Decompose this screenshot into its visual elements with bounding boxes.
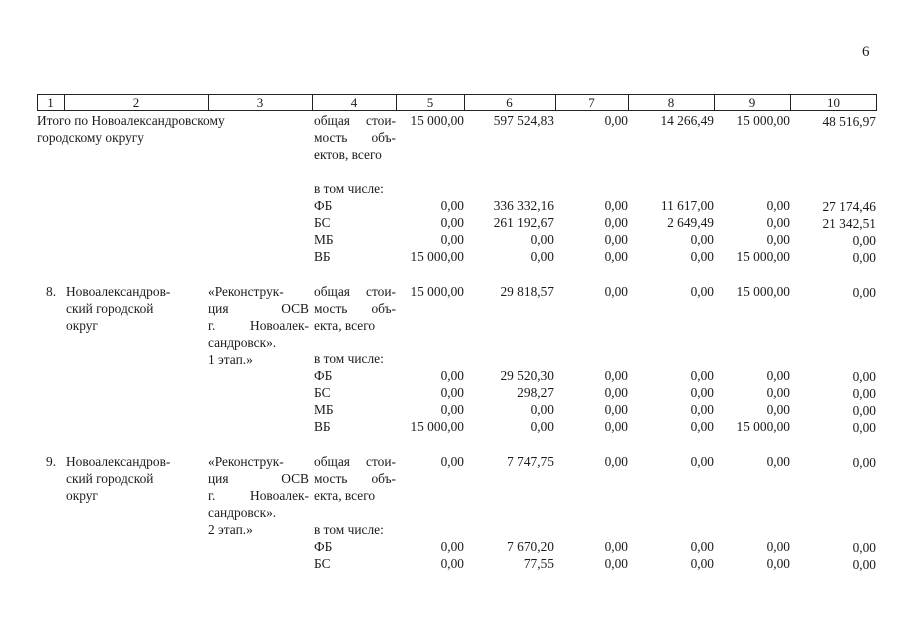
column-header-9: 9 [748,95,756,110]
total-mb-col5: 0,00 [440,232,464,247]
row-description: екта, всего [314,488,376,503]
column-header-8: 8 [667,95,675,110]
municipality-name: округ [66,488,98,503]
row-number: 8. [46,284,57,299]
total-vb-col7: 0,00 [604,249,628,264]
row8-mb-col5: 0,00 [440,402,464,417]
row8-value-col6: 29 818,57 [500,284,554,299]
row-description: мость объ- [314,471,396,486]
row9-bs-col10: 0,00 [852,557,876,572]
object-name: ция ОСВ [208,301,309,316]
total-vb-col6: 0,00 [530,249,554,264]
row8-fb-col5: 0,00 [440,368,464,383]
total-value-col5: 15 000,00 [410,113,464,128]
total-bs-col6: 261 192,67 [493,215,554,230]
funding-source-label: ФБ [314,539,333,554]
object-name: г. Новоалек- [208,488,309,503]
total-value-col9: 15 000,00 [736,113,790,128]
row-description: общая стои- [314,454,396,469]
row9-value-col9: 0,00 [766,454,790,469]
total-bs-col7: 0,00 [604,215,628,230]
row9-value-col10: 0,00 [852,455,876,470]
row8-bs-col5: 0,00 [440,385,464,400]
row8-mb-col9: 0,00 [766,402,790,417]
including-label: в том числе: [314,351,384,366]
funding-source-label: МБ [314,232,334,247]
funding-source-label: БС [314,385,331,400]
row8-fb-col10: 0,00 [852,369,876,384]
column-header-5: 5 [426,95,434,110]
total-fb-col8: 11 617,00 [660,198,714,213]
total-fb-col9: 0,00 [766,198,790,213]
total-fb-col6: 336 332,16 [493,198,554,213]
row8-vb-col5: 15 000,00 [410,419,464,434]
row8-mb-col10: 0,00 [852,403,876,418]
row8-fb-col9: 0,00 [766,368,790,383]
column-header-6: 6 [506,95,513,110]
row8-bs-col6: 298,27 [517,385,554,400]
row8-bs-col9: 0,00 [766,385,790,400]
total-vb-col9: 15 000,00 [736,249,790,264]
funding-source-label: ВБ [314,249,331,264]
including-label: в том числе: [314,522,384,537]
row9-value-col6: 7 747,75 [507,454,554,469]
column-header-7: 7 [588,95,595,110]
object-name: г. Новоалек- [208,318,309,333]
row8-fb-col7: 0,00 [604,368,628,383]
row9-fb-col6: 7 670,20 [507,539,554,554]
funding-source-label: БС [314,556,331,571]
row8-fb-col8: 0,00 [690,368,714,383]
municipality-name: ский городской [66,471,154,486]
row8-mb-col8: 0,00 [690,402,714,417]
row8-vb-col9: 15 000,00 [736,419,790,434]
total-vb-col5: 15 000,00 [410,249,464,264]
row9-value-col7: 0,00 [604,454,628,469]
total-row-description: мость объ- [314,130,396,145]
total-vb-col8: 0,00 [690,249,714,264]
total-mb-col9: 0,00 [766,232,790,247]
row9-fb-col9: 0,00 [766,539,790,554]
row-description: общая стои- [314,284,396,299]
total-row-description: ектов, всего [314,147,382,162]
row8-vb-col10: 0,00 [852,420,876,435]
row8-mb-col6: 0,00 [530,402,554,417]
total-value-col8: 14 266,49 [660,113,714,128]
object-name: сандровск». [208,505,277,520]
total-fb-col5: 0,00 [440,198,464,213]
municipality-name: Новоалександров- [66,284,171,299]
municipality-name: Новоалександров- [66,454,171,469]
total-mb-col7: 0,00 [604,232,628,247]
funding-source-label: ФБ [314,198,333,213]
row8-vb-col6: 0,00 [530,419,554,434]
row9-fb-col8: 0,00 [690,539,714,554]
column-header-2: 2 [132,95,140,110]
row8-fb-col6: 29 520,30 [500,368,554,383]
total-bs-col10: 21 342,51 [822,216,876,231]
row8-value-col9: 15 000,00 [736,284,790,299]
page-number: 6 [862,44,870,60]
municipality-name: округ [66,318,98,333]
row9-fb-col5: 0,00 [440,539,464,554]
total-mb-col6: 0,00 [530,232,554,247]
row9-bs-col5: 0,00 [440,556,464,571]
municipality-name: ский городской [66,301,154,316]
row9-bs-col8: 0,00 [690,556,714,571]
total-row-description: общая стои- [314,113,396,128]
row-description: екта, всего [314,318,376,333]
row8-vb-col7: 0,00 [604,419,628,434]
total-bs-col9: 0,00 [766,215,790,230]
row9-value-col8: 0,00 [690,454,714,469]
object-name: 1 этап.» [208,352,253,367]
column-header-10: 10 [827,95,840,110]
funding-source-label: БС [314,215,331,230]
total-row-name: Итого по Новоалександровскому [37,113,225,128]
funding-source-label: ФБ [314,368,333,383]
object-name: «Реконструк- [208,454,284,469]
object-name: «Реконструк- [208,284,284,299]
row8-bs-col8: 0,00 [690,385,714,400]
total-bs-col8: 2 649,49 [667,215,714,230]
total-value-col6: 597 524,83 [493,113,554,128]
row8-vb-col8: 0,00 [690,419,714,434]
row8-bs-col7: 0,00 [604,385,628,400]
column-header-1: 1 [47,95,54,110]
row-description: мость объ- [314,301,396,316]
total-vb-col10: 0,00 [852,250,876,265]
funding-source-label: МБ [314,402,334,417]
object-name: ция ОСВ [208,471,309,486]
row8-value-col8: 0,00 [690,284,714,299]
total-mb-col10: 0,00 [852,233,876,248]
row8-value-col7: 0,00 [604,284,628,299]
total-value-col10: 48 516,97 [822,114,876,129]
total-value-col7: 0,00 [604,113,628,128]
total-mb-col8: 0,00 [690,232,714,247]
row8-bs-col10: 0,00 [852,386,876,401]
total-fb-col7: 0,00 [604,198,628,213]
total-row-name: городскому округу [37,130,144,145]
row9-fb-col7: 0,00 [604,539,628,554]
row-number: 9. [46,454,57,469]
row9-bs-col7: 0,00 [604,556,628,571]
funding-source-label: ВБ [314,419,331,434]
object-name: 2 этап.» [208,522,253,537]
including-label: в том числе: [314,181,384,196]
column-header-3: 3 [256,95,264,110]
total-bs-col5: 0,00 [440,215,464,230]
row8-value-col10: 0,00 [852,285,876,300]
row8-value-col5: 15 000,00 [410,284,464,299]
row9-fb-col10: 0,00 [852,540,876,555]
row9-value-col5: 0,00 [440,454,464,469]
total-fb-col10: 27 174,46 [822,199,876,214]
row9-bs-col6: 77,55 [523,556,554,571]
column-header-4: 4 [350,95,358,110]
object-name: сандровск». [208,335,277,350]
row9-bs-col9: 0,00 [766,556,790,571]
row8-mb-col7: 0,00 [604,402,628,417]
